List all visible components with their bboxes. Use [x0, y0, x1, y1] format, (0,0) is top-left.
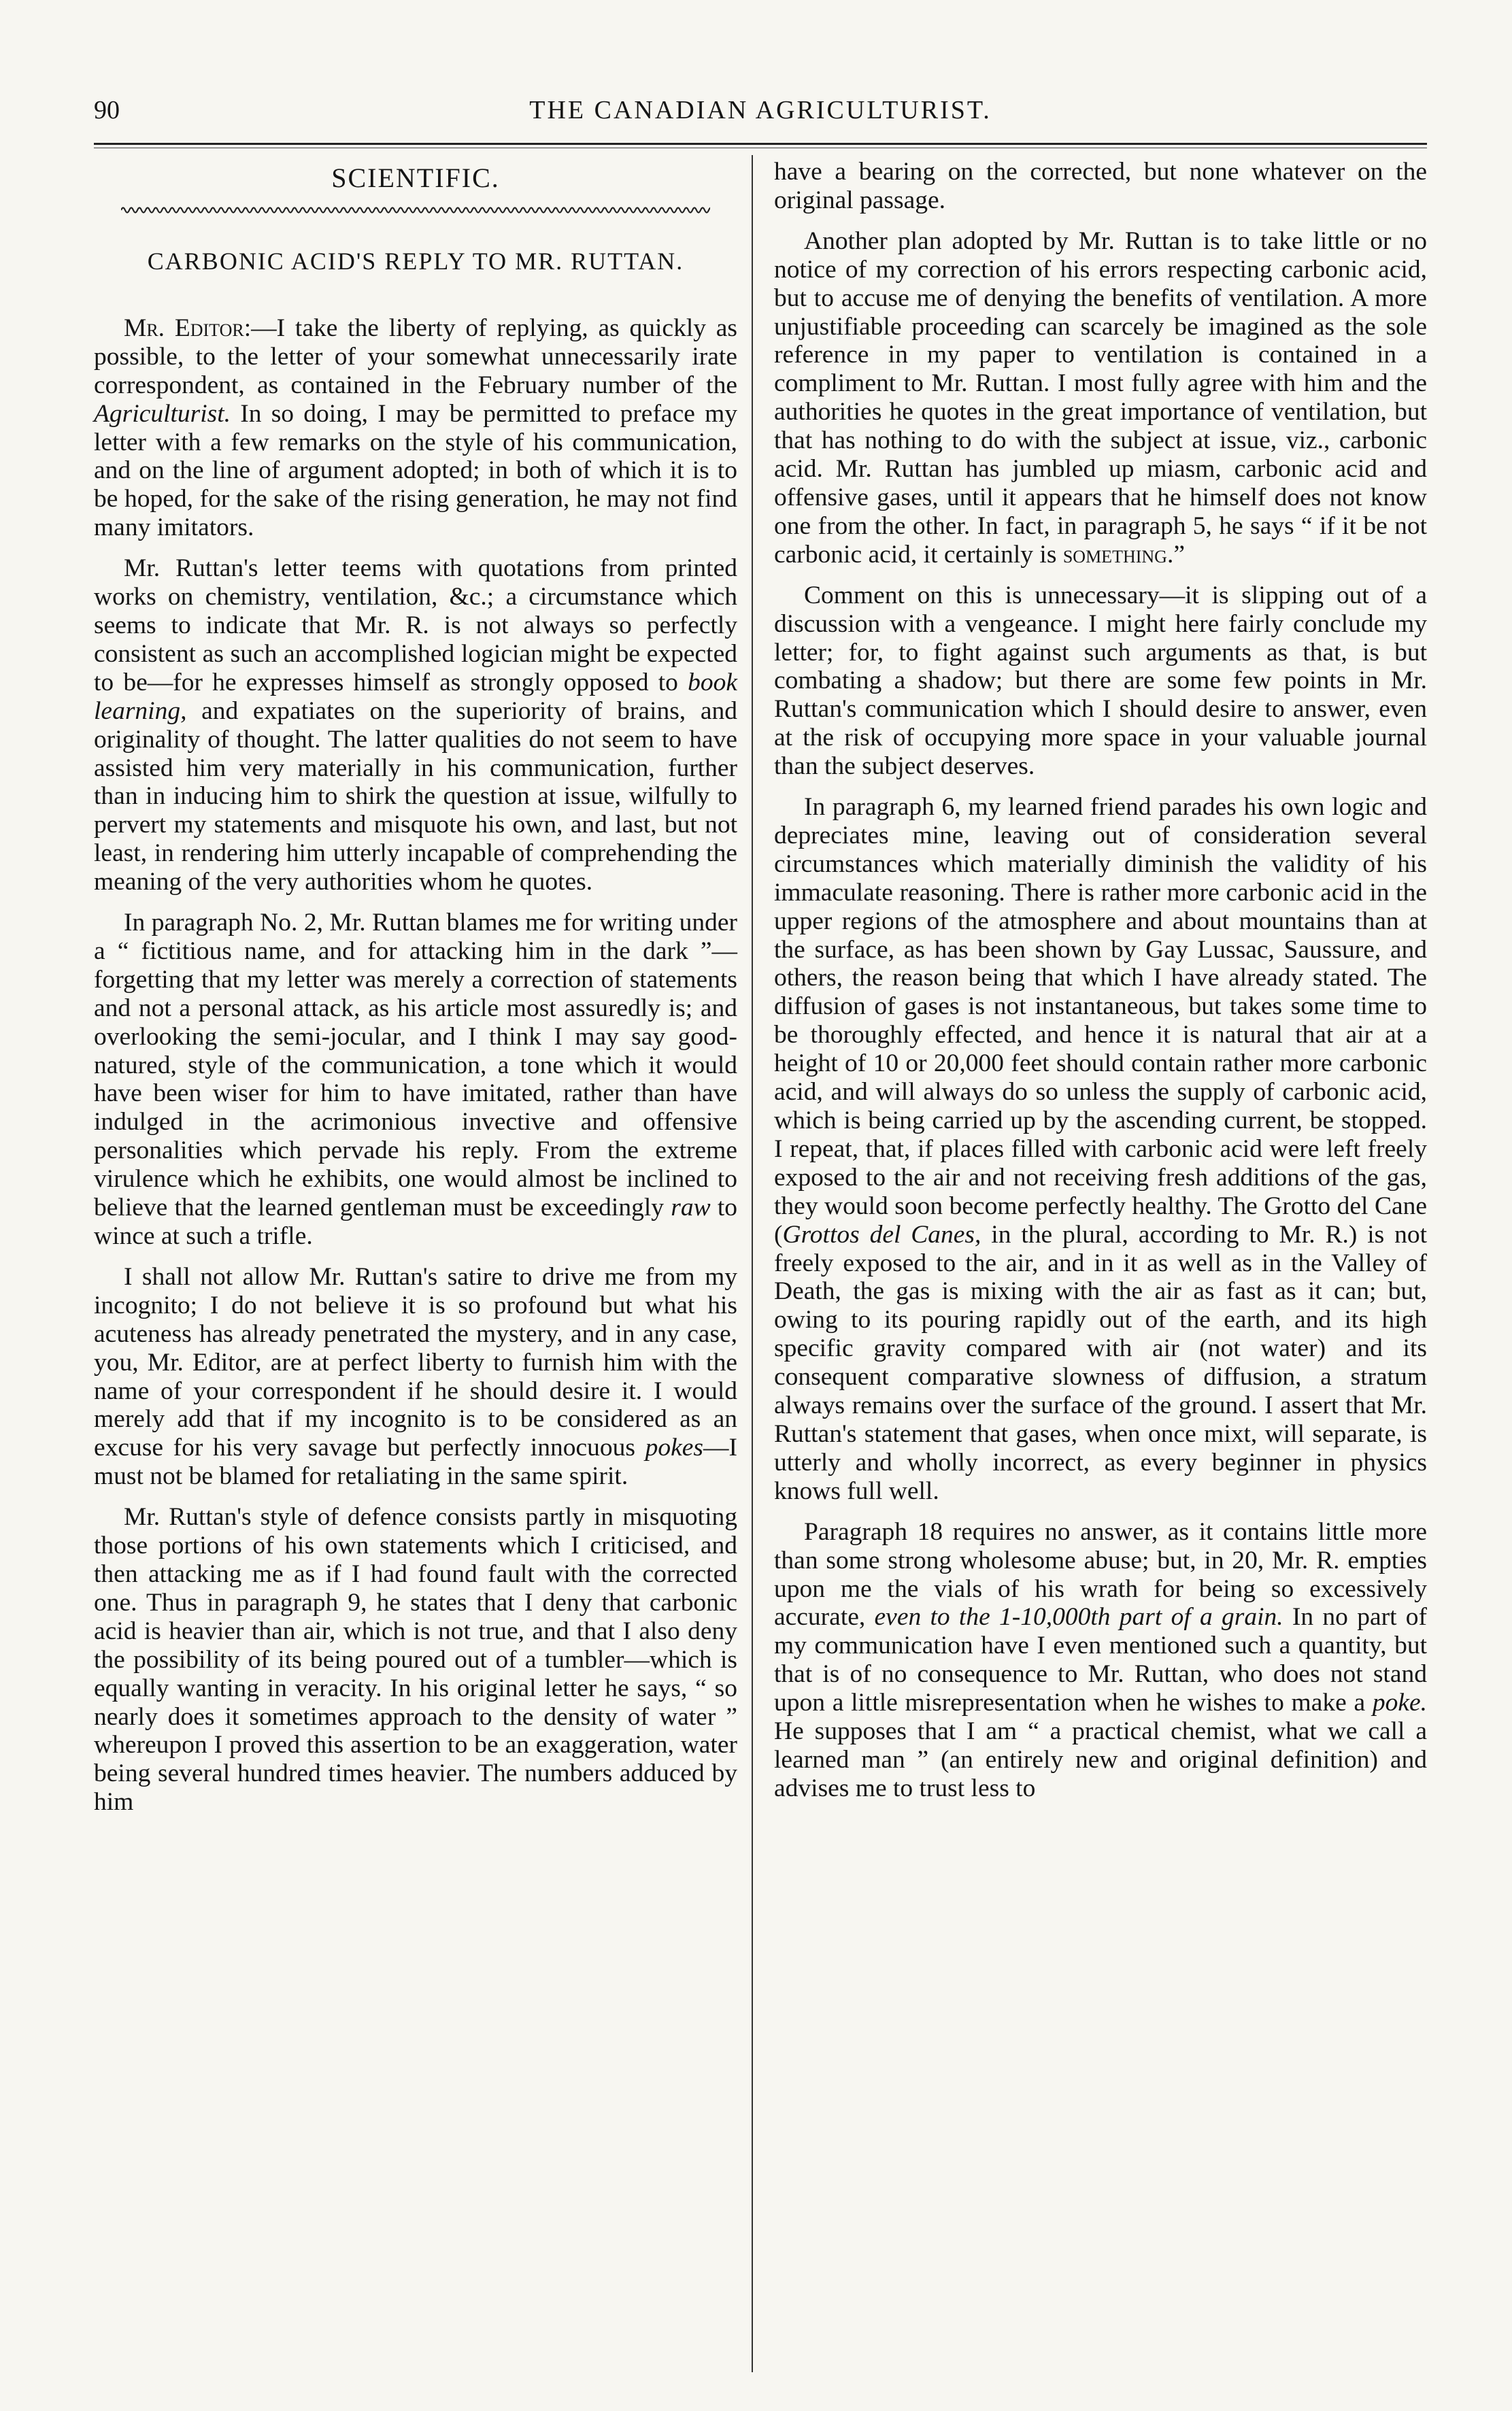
paragraph [94, 554, 737, 896]
text-run: Comment on this is unnecessary—it is slipping out of a discussion with a vengeance. I might here fairly conclude my letter; for, to fight against such arguments as that, is but combating a shadow; but there are some few points in Mr. Ruttan's communication which I should desire to answer, even at the risk of occupying more space in your valuable journal than the subject deserves. [774, 581, 1427, 781]
text-run: to wince at such a trifle. [94, 1194, 737, 1250]
paragraph [774, 793, 1427, 1506]
paragraph [94, 1263, 737, 1491]
page-header [94, 88, 1427, 136]
header-rule [94, 143, 1427, 145]
article-title: CARBONIC ACID'S REPLY TO MR. RUTTAN. [147, 247, 684, 275]
text-run: Mr. Ruttan's style of defence consists partly in misquoting those portions of his own statements which I criticised, and then attacking me as if I had found fault with the corrected one. Thus in paragraph 9, he states that I deny that carbonic acid is heavier than air, which is not true, and that I also deny the possibility of its being poured out of a tumbler—which is equally wanting in veracity. In his original letter he says, “ so nearly does it sometimes approach to the density of water ” whereupon I proved this assertion to be an exaggeration, water being several hundred times heavier. The numbers adduced by him [94, 1503, 737, 1817]
paragraph [774, 227, 1427, 569]
text-run: In so doing, I may be permitted to preface my letter with a few remarks on the style of his communication, and on the line of argument adopted; in both of which it is to be hoped, for the sake of the rising generation, he may not find many imitators. [94, 399, 737, 542]
page-number: 90 [94, 96, 120, 124]
text-run: In no part of my communication have I even mentioned such a quantity, but that is of no consequence to Mr. Ruttan, who does not stand upon a little misrepresentation when he wishes to make a [774, 1603, 1427, 1717]
text-run: :—I take the liberty of replying, as quickly as possible, to the letter of your somewhat unnecessarily irate correspondent, as contained in the February number of the [94, 314, 738, 399]
left-column [94, 158, 737, 1829]
text-run: pokes [645, 1434, 703, 1462]
text-run: raw [671, 1194, 711, 1222]
text-run: —I must not be blamed for retaliating in the same spirit. [94, 1434, 737, 1491]
text-run: I shall not allow Mr. Ruttan's satire to drive me from my incognito; I do not believe it is so profound but what his acuteness has already penetrated the mystery, and in any case, you, Mr. Editor, are at perfect liberty to furnish him with the name of your correspondent if he should desire it. I would merely add that if my incognito is to be considered as an excuse for his very savage but perfectly innocuous [94, 1262, 737, 1462]
text-run: even to the 1-10,000th part of a grain. [874, 1603, 1283, 1632]
text-run: Grottos del Canes, [782, 1220, 981, 1249]
section-title: SCIENTIFIC. [331, 163, 500, 193]
text-run: poke. [1372, 1689, 1427, 1717]
text-run: Paragraph 18 requires no answer, as it contains little more than some strong wholesome abuse; but, in 20, Mr. R. empties upon me the vials of his wrath for being so excessively accurate, [774, 1517, 1427, 1632]
text-run: Another plan adopted by Mr. Ruttan is to take little or no notice of my correction of his errors respecting carbonic acid, but to accuse me of denying the benefits of ventilation. A more unjustifiable proceeding can scarcely be imagined as the sole reference in my paper to ventilation is contained in a compliment to Mr. Ruttan. I most fully agree with him and the authorities he quotes in the great importance of ventilation, but that has nothing to do with the subject at issue, viz., carbonic acid. Mr. Ruttan has jumbled up miasm, carbonic acid and offensive gases, until it appears that he himself does not know one from the other. In fact, in paragraph 5, he says “ if it be not carbonic acid, it certainly is [774, 226, 1427, 569]
paragraph [94, 909, 737, 1251]
paragraph [774, 1518, 1427, 1803]
text-run: In paragraph 6, my learned friend parades his own logic and depreciates mine, leaving out of consideration several circumstances which materially diminish the validity of his immaculate reasoning. There is rather more carbonic acid in the upper regions of the atmosphere and about mountains than at the surface, as has been shown by Gay Lussac, Saussure, and others, the reason being that which I have already stated. The diffusion of gases is not instantaneous, but takes some time to be thoroughly effected, and hence it is natural that air at a height of 10 or 20,000 feet should contain rather more carbonic acid, and will always do so unless the supply of carbonic acid, which is being carried up by the ascending current, be stopped. I repeat, that, if places filled with carbonic acid were left freely exposed to the air and not receiving fresh additions of the gas, they would soon become perfectly healthy. The Grotto del Cane ( [774, 793, 1427, 1249]
text-run: He supposes that I am “ a practical chemist, what we call a learned man ” (an entirely new and original definition) and advises me to trust less to [774, 1717, 1427, 1802]
text-run: .” [1166, 540, 1185, 569]
text-run: Mr. Editor [124, 314, 244, 342]
text-run: book learning, [94, 668, 737, 725]
text-run: In paragraph No. 2, Mr. Ruttan blames me for writing under a “ fictitious name, and for attacking him in the dark ”—forgetting that my letter was merely a correction of statements and not a personal attack, as his article most assuredly is; and overlooking the semi-jocular, and I think I may say good-natured, style of the communication, a tone which it would have been wiser for him to have imitated, rather than have indulged in the acrimonious invective and offensive personalities which pervade his reply. From the extreme virulence which he exhibits, one would almost be inclined to believe that the learned gentleman must be exceedingly [94, 909, 737, 1222]
text-run: Agriculturist. [94, 399, 231, 428]
right-column [774, 158, 1427, 1815]
text-run: have a bearing on the corrected, but none whatever on the original passage. [774, 158, 1427, 214]
paragraph [94, 314, 737, 542]
text-run: and expatiates on the superiority of brains, and originality of thought. The latter qualities do not seem to have assisted him very materially in his communication, further than in inducing him to shirk the question at issue, wilfully to pervert my statements and misquote his own, and last, but not least, in rendering him utterly incapable of comprehending the meaning of the very authorities whom he quotes. [94, 696, 737, 896]
text-run: something [1062, 540, 1167, 569]
paragraph [94, 1503, 737, 1817]
left-body [94, 314, 737, 1817]
text-run: in the plural, according to Mr. R.) is not freely exposed to the air, and in it as well as in the Valley of Death, the gas is mixing with the air as fast as it can; but, owing to its pouring rapidly out of the earth, and its high specific gravity compared with air (not water) and its consequent comparative slowness of diffusion, a stratum always remains over the surface of the ground. I assert that Mr. Ruttan's statement that gases, when once mixt, will separate, is utterly and wholly incorrect, as every beginner in physics knows full well. [774, 1220, 1428, 1505]
running-title: THE CANADIAN AGRICULTURIST. [529, 96, 992, 124]
column-divider [752, 155, 753, 2372]
paragraph [774, 158, 1427, 215]
paragraph [774, 581, 1427, 781]
wavy-rule [121, 204, 710, 216]
right-body [774, 158, 1427, 1803]
text-run: Mr. Ruttan's letter teems with quotations from printed works on chemistry, ventilation, &c.; a circumstance which seems to indicate that Mr. R. is not always so perfectly consistent as such an accomplished logician might be expected to be—for he expresses himself as strongly opposed to [94, 554, 737, 696]
